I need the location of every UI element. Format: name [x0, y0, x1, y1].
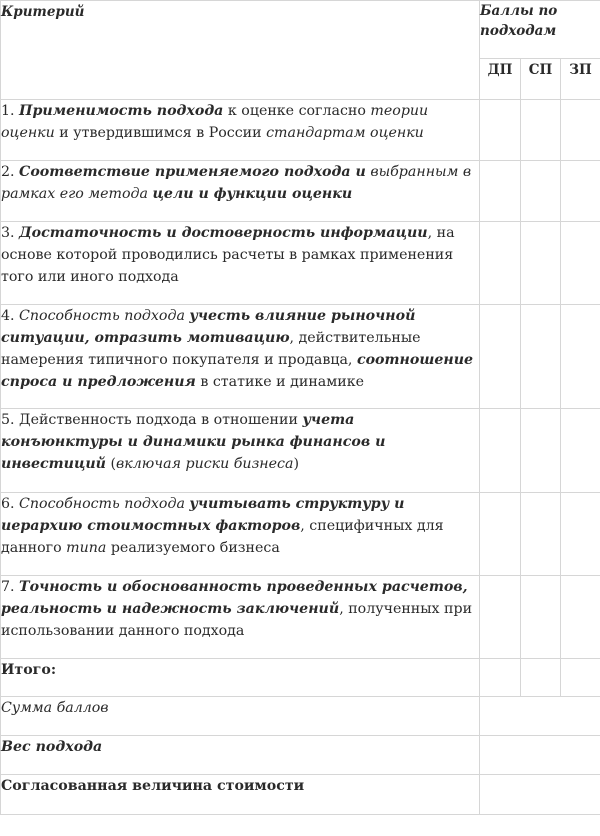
- criterion-text-segment: в статике и динамике: [195, 374, 365, 390]
- criterion-4: [1, 305, 480, 409]
- criterion-header: Критерий: [1, 1, 480, 100]
- criterion-text-segment: , на основе которой проводились расчеты в рамках применения того или иного подхода: [1, 225, 455, 285]
- score-cell: [561, 576, 600, 659]
- weight-label: Вес подхода: [1, 736, 480, 775]
- score-cell: [561, 161, 600, 222]
- criterion-text-segment: учесть влияние рыночной ситуации, отразить мотивацию: [1, 308, 416, 346]
- score-cell: [521, 305, 561, 409]
- score-cell: [521, 161, 561, 222]
- criterion-text-segment: Способность подхода: [19, 496, 190, 512]
- scores-header-line1: Баллы по: [480, 3, 558, 19]
- criterion-text-segment: учитывать структуру и иерархию стоимостных факторов: [1, 496, 405, 534]
- score-cell: [561, 659, 600, 697]
- score-cell: [561, 409, 600, 493]
- approach-sp-header: СП: [521, 59, 561, 100]
- criterion-text-segment: теории оценки: [1, 103, 429, 141]
- score-cell: [561, 100, 600, 161]
- score-cell: [480, 305, 521, 409]
- score-cell: [480, 100, 521, 161]
- criterion-text-segment: 1.: [1, 103, 20, 119]
- criterion-1: [1, 100, 480, 161]
- criterion-text-segment: выбранным в рамках его метода: [1, 164, 472, 202]
- criterion-text-segment: (: [106, 456, 117, 472]
- criterion-text-segment: к оценке согласно: [223, 103, 371, 119]
- criterion-text-segment: Достаточность и достоверность информации: [19, 225, 428, 241]
- criterion-2: [1, 161, 480, 222]
- criterion-6: [1, 493, 480, 576]
- score-cell: [521, 222, 561, 305]
- criterion-text-segment: Применимость подхода: [19, 103, 224, 119]
- criterion-text-segment: соотношение спроса и предложения: [1, 352, 474, 390]
- score-cell: [521, 659, 561, 697]
- criterion-3: [1, 222, 480, 305]
- criterion-text-segment: цели и функции оценки: [152, 186, 353, 202]
- criterion-5: [1, 409, 480, 493]
- criterion-text-segment: 4.: [1, 308, 20, 324]
- agreed-value-label: Согласованная величина стоимости: [1, 775, 480, 815]
- criterion-text-segment: Соответствие применяемого подхода и: [19, 164, 366, 180]
- criterion-text-segment: 2.: [1, 164, 20, 180]
- approach-zp-header: ЗП: [561, 59, 600, 100]
- criterion-7: [1, 576, 480, 659]
- criterion-text-segment: реализуемого бизнеса: [106, 540, 280, 556]
- score-cell: [480, 409, 521, 493]
- score-cell: [561, 493, 600, 576]
- score-cell: [561, 222, 600, 305]
- criterion-text-segment: 3.: [1, 225, 20, 241]
- scores-header: [480, 1, 600, 59]
- criterion-text-segment: 7.: [1, 579, 20, 595]
- score-cell: [480, 659, 521, 697]
- criterion-text-segment: типа: [66, 540, 107, 556]
- criterion-text-segment: Способность подхода: [19, 308, 190, 324]
- criterion-text-segment: стандартам оценки: [266, 125, 424, 141]
- score-cell: [480, 576, 521, 659]
- total-label: Итого:: [1, 659, 480, 697]
- criterion-text-segment: , полученных при использовании данного подхода: [1, 601, 473, 639]
- score-cell: [561, 305, 600, 409]
- criterion-text-segment: , действительные намерения типичного покупателя и продавца,: [1, 330, 421, 368]
- weight-value-cell: [480, 736, 600, 775]
- criterion-text-segment: Точность и обоснованность проведенных расчетов, реальность и надежность заключений: [1, 579, 468, 617]
- scores-header-line2: подходам: [480, 23, 557, 39]
- criterion-text-segment: 6.: [1, 496, 20, 512]
- score-cell: [480, 222, 521, 305]
- criterion-text-segment: и утвердившимся в России: [54, 125, 267, 141]
- criterion-text-segment: включая риски бизнеса: [116, 456, 294, 472]
- criterion-text-segment: учета конъюнктуры и динамики рынка финансов и инвестиций: [1, 412, 386, 472]
- criterion-text-segment: ): [293, 456, 299, 472]
- sum-label: Сумма баллов: [1, 697, 480, 736]
- score-cell: [480, 493, 521, 576]
- criterion-text-segment: 5. Действенность подхода в отношении: [1, 412, 303, 428]
- score-cell: [521, 576, 561, 659]
- score-cell: [521, 493, 561, 576]
- agreed-value-cell: [480, 775, 600, 815]
- sum-value-cell: [480, 697, 600, 736]
- score-cell: [521, 100, 561, 161]
- score-cell: [480, 161, 521, 222]
- approach-dp-header: ДП: [480, 59, 521, 100]
- score-cell: [521, 409, 561, 493]
- criterion-text-segment: , специфичных для данного: [1, 518, 444, 556]
